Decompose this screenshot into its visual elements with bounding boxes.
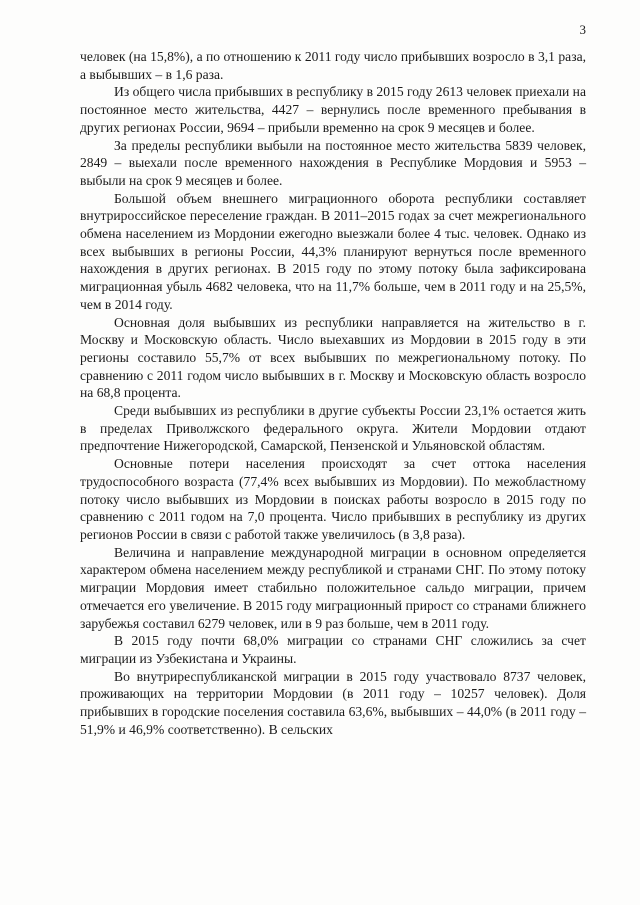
paragraph: человек (на 15,8%), а по отношению к 2011 году число прибывших возросло в 3,1 раза, а выбывших – в 1,6 раза.	[80, 49, 586, 82]
paragraph: Величина и направление международной миграции в основном определяется характером обмена населением между республикой и странами СНГ. По этому потоку миграции Мордовия имеет стабильно положительное сальдо миграции, причем отмечается его увеличение. В 2015 году миграционный прирост со странами ближнего зарубежья составил 6279 человек, или в 9 раз больше, чем в 2011 году.	[80, 544, 586, 631]
paragraph: Из общего числа прибывших в республику в 2015 году 2613 человек приехали на постоянное место жительства, 4427 – вернулись после временного пребывания в других регионах России, 9694 – прибыли временно на срок 9 месяцев и более.	[80, 84, 586, 135]
paragraph: Большой объем внешнего миграционного оборота республики составляет внутрироссийское переселение граждан. В 2011–2015 годах за счет межрегионального обмена населением из Мордонии ежегодно выезжали более 4 тыс. человек. Однако из всех выбывших в регионы России, 44,3% планируют вернуться после временного нахождения в других регионах. В 2015 году по этому потоку была зафиксирована миграционная убыль 4682 человека, что на 11,7% больше, чем в 2011 году и на 25,5%, чем в 2014 году.	[80, 190, 586, 312]
page-number: 3	[579, 22, 586, 37]
paragraph: Среди выбывших из республики в другие субъекты России 23,1% остается жить в пределах Приволжского федерального округа. Жители Мордовии отдают предпочтение Нижегородской, Самарской, Пензенской и Ульяновской областям.	[80, 403, 586, 454]
paragraph: В 2015 году почти 68,0% миграции со странами СНГ сложились за счет миграции из Узбекистана и Украины.	[80, 633, 586, 666]
paragraph: За пределы республики выбыли на постоянное место жительства 5839 человек, 2849 – выехали после временного нахождения в Республике Мордовия и 5953 – выбыли на срок 9 месяцев и более.	[80, 137, 586, 188]
paragraph: Основная доля выбывших из республики направляется на жительство в г. Москву и Московскую область. Число выехавших из Мордовии в 2015 году в эти регионы составило 55,7% от всех выбывших по межрегиональному потоку. По сравнению с 2011 годом число выбывших в г. Москву и Московскую область возросло на 68,8 процента.	[80, 314, 586, 401]
paragraph: Основные потери населения происходят за счет оттока населения трудоспособного возраста (77,4% всех выбывших из Мордовии). По межобластному потоку число выбывших из Мордовии в поисках работы возросло в 2015 году по сравнению с 2011 годом на 7,0 процента. Число прибывших в республику из других регионов России в связи с работой также увеличилось (в 3,8 раза).	[80, 456, 586, 542]
paragraph: Во внутриреспубликанской миграции в 2015 году участвовало 8737 человек, проживающих на территории Мордовии (в 2011 году – 10257 человек). Доля прибывших в городские поселения составила 63,6%, выбывших – 44,0% (в 2011 году – 51,9% и 46,9% соответственно). В сельских	[80, 668, 586, 737]
document-body	[80, 48, 586, 738]
